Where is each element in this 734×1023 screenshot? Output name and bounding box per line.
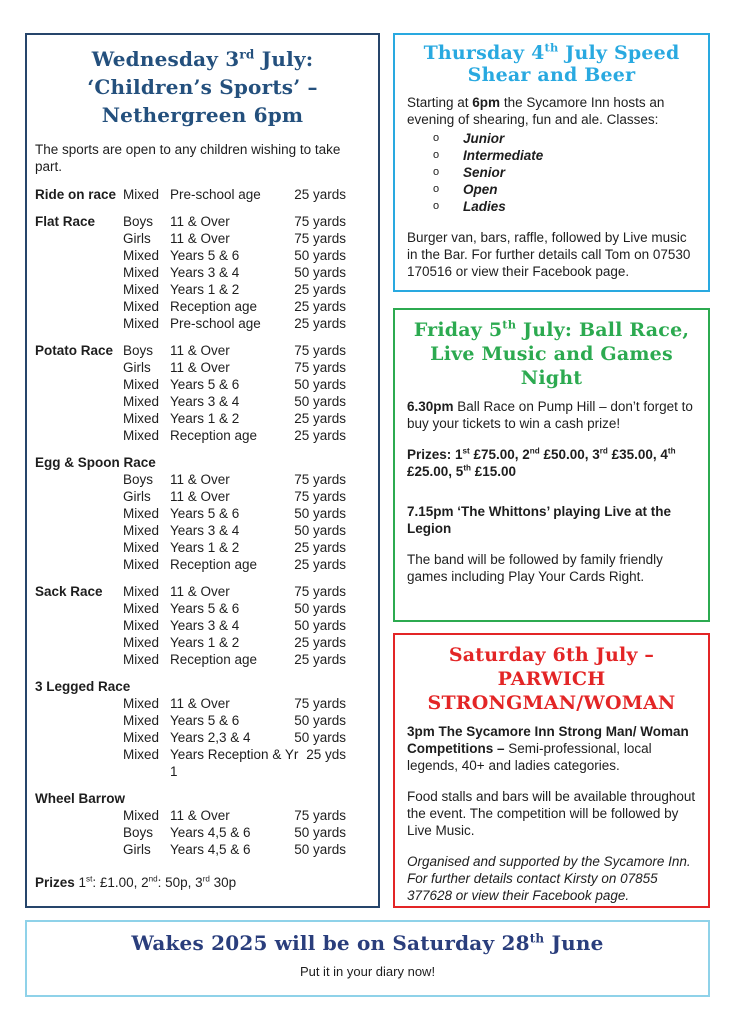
race-name-cell: [35, 427, 123, 444]
title-line: STRONGMAN/WOMAN: [427, 692, 676, 714]
distance-cell: 25 yards: [294, 635, 346, 650]
race-row: [35, 247, 346, 264]
race-row: [35, 359, 346, 376]
group-cell: Mixed: [123, 316, 160, 331]
group-cell: Mixed: [123, 428, 160, 443]
text-segment: 6.30pm: [407, 399, 454, 414]
text-segment: nd: [529, 446, 540, 456]
race-name-cell: [35, 281, 123, 298]
race-row: [35, 488, 346, 505]
race-row: [35, 634, 346, 651]
distance-cell: 75 yards: [294, 231, 346, 246]
distance-cell: 25 yards: [294, 652, 346, 667]
circle-bullet-icon: o: [433, 132, 440, 144]
distance-cell: 75 yards: [294, 360, 346, 375]
race-row: [35, 824, 346, 841]
strongman-organiser-line: Organised and supported by the Sycamore Inn. For further details contact Kirsty on 07855 377628 or view their Facebook page.: [407, 854, 691, 903]
event-card-strongman: [393, 633, 710, 908]
group-cell: Mixed: [123, 635, 160, 650]
age-cell: Years 3 & 4: [170, 618, 240, 633]
text-segment: 7.15pm ‘The Whittons’ playing Live at the Legion: [407, 504, 672, 536]
age-cell: Years 3 & 4: [170, 523, 240, 538]
race-row: [35, 186, 346, 203]
age-cell: Years 4,5 & 6: [170, 825, 251, 840]
age-cell: Years 1 & 2: [170, 540, 240, 555]
group-cell: Mixed: [123, 652, 160, 667]
distance-cell: 75 yards: [294, 808, 346, 823]
distance-cell: 75 yards: [294, 696, 346, 711]
text-segment: rd: [239, 47, 255, 62]
race-name-cell: [35, 556, 123, 573]
text-segment: Ball Race on Pump Hill – don’t forget to buy your tickets to win a cash prize!: [407, 399, 693, 431]
class-list-item: [433, 198, 696, 215]
distance-cell: 50 yards: [294, 523, 346, 538]
distance-cell: 25 yds: [306, 747, 346, 762]
group-cell: Mixed: [123, 557, 160, 572]
text-segment: 6pm: [472, 95, 501, 110]
race-name-cell: Flat Race: [35, 214, 96, 229]
race-name-cell: [35, 600, 123, 617]
text-segment: Starting at: [407, 95, 473, 110]
circle-bullet-icon: o: [433, 200, 440, 212]
text-segment: th: [502, 317, 517, 332]
distance-cell: 75 yards: [294, 489, 346, 504]
age-cell: Pre-school age: [170, 187, 261, 202]
group-cell: Mixed: [123, 506, 160, 521]
age-cell: 11 & Over: [170, 808, 230, 823]
age-cell: 11 & Over: [170, 472, 230, 487]
distance-cell: 50 yards: [294, 825, 346, 840]
ball-race-time: [407, 398, 696, 432]
race-row: [35, 230, 346, 247]
race-name-cell: [35, 522, 123, 539]
race-name-cell: [35, 488, 123, 505]
race-name-cell: Sack Race: [35, 584, 103, 599]
group-cell: Girls: [123, 842, 151, 857]
text-segment: : 50p, 3: [157, 875, 203, 890]
group-cell: Mixed: [123, 394, 160, 409]
race-section: [35, 583, 346, 668]
text-segment: £25.00, 5: [407, 464, 464, 479]
race-section: [35, 678, 346, 780]
age-cell: Years 1 & 2: [170, 282, 240, 297]
prizes-line: [35, 874, 370, 891]
race-name-cell: [35, 359, 123, 376]
race-name-cell: [35, 746, 123, 780]
age-cell: Years 1 & 2: [170, 635, 240, 650]
distance-cell: 50 yards: [294, 601, 346, 616]
age-cell: Years Reception & Yr 1: [170, 747, 299, 779]
race-name-cell: [35, 617, 123, 634]
race-name: Egg & Spoon Race: [35, 455, 156, 470]
text-segment: rd: [202, 874, 210, 884]
age-cell: 11 & Over: [170, 231, 230, 246]
text-segment: : £1.00, 2: [92, 875, 149, 890]
age-cell: Years 5 & 6: [170, 377, 240, 392]
text-segment: Thursday 4: [423, 42, 545, 64]
group-cell: Boys: [123, 214, 154, 229]
distance-cell: 50 yards: [294, 618, 346, 633]
class-list-item: [433, 147, 696, 164]
distance-cell: 75 yards: [294, 584, 346, 599]
text-segment: £75.00, 2: [469, 447, 530, 462]
age-cell: Reception age: [170, 299, 258, 314]
text-segment: June: [544, 931, 604, 955]
race-name-cell: [35, 807, 123, 824]
race-name-cell: [35, 393, 123, 410]
event-title-ball-race: [407, 318, 696, 390]
group-cell: Mixed: [123, 540, 160, 555]
group-cell: Mixed: [123, 411, 160, 426]
age-cell: Years 5 & 6: [170, 601, 240, 616]
speed-shear-intro: [407, 94, 696, 128]
age-cell: Years 4,5 & 6: [170, 842, 251, 857]
speed-shear-details: Burger van, bars, raffle, followed by Live music in the Bar. For further details call Tom on 07530 170516 or view their Facebook page.: [407, 230, 691, 279]
race-row: [35, 376, 346, 393]
race-name-cell: [35, 729, 123, 746]
games-line: The band will be followed by family friendly games including Play Your Cards Right.: [407, 552, 663, 584]
race-name-cell: [35, 824, 123, 841]
age-cell: Years 5 & 6: [170, 713, 240, 728]
distance-cell: 25 yards: [294, 299, 346, 314]
circle-bullet-icon: o: [433, 183, 440, 195]
text-segment: Wakes 2025 will be on Saturday 28: [131, 931, 530, 955]
group-cell: Mixed: [123, 248, 160, 263]
age-cell: 11 & Over: [170, 489, 230, 504]
age-cell: 11 & Over: [170, 343, 230, 358]
sports-intro-text: The sports are open to any children wishing to take part.: [35, 142, 341, 174]
race-name-cell: [35, 376, 123, 393]
distance-cell: 50 yards: [294, 248, 346, 263]
title-line: Saturday 6th July –: [448, 644, 655, 666]
race-name-cell: [35, 539, 123, 556]
race-row: [35, 315, 346, 332]
wakes-subtitle: Put it in your diary now!: [299, 964, 436, 979]
group-cell: Mixed: [123, 299, 160, 314]
event-card-speed-shear: [393, 33, 710, 292]
distance-cell: 50 yards: [294, 713, 346, 728]
event-title-strongman: [407, 643, 696, 715]
race-table: [35, 186, 370, 858]
group-cell: Boys: [123, 343, 154, 358]
race-name-cell: [35, 247, 123, 264]
race-row: [35, 342, 346, 359]
group-cell: Mixed: [123, 808, 160, 823]
distance-cell: 25 yards: [294, 428, 346, 443]
distance-cell: 25 yards: [294, 187, 346, 202]
event-card-childrens-sports: [25, 33, 380, 908]
distance-cell: 50 yards: [294, 394, 346, 409]
group-cell: Mixed: [123, 601, 160, 616]
race-section: [35, 186, 346, 203]
race-name-cell: [35, 264, 123, 281]
event-title-childrens-sports: [35, 45, 370, 129]
group-cell: Boys: [123, 472, 154, 487]
text-segment: rd: [599, 446, 608, 456]
age-cell: 11 & Over: [170, 696, 230, 711]
distance-cell: 50 yards: [294, 377, 346, 392]
text-segment: £50.00, 3: [539, 447, 600, 462]
text-segment: 3pm The Sycamore Inn Strong Man/ Woman Competitions –: [407, 724, 689, 756]
race-row: [35, 841, 346, 858]
group-cell: Mixed: [123, 696, 160, 711]
race-row: [35, 522, 346, 539]
text-segment: st: [462, 446, 470, 456]
age-cell: Years 1 & 2: [170, 411, 240, 426]
text-segment: £35.00, 4: [607, 447, 668, 462]
distance-cell: 50 yards: [294, 842, 346, 857]
distance-cell: 50 yards: [294, 730, 346, 745]
distance-cell: 50 yards: [294, 506, 346, 521]
strongman-food-line: Food stalls and bars will be available throughout the event. The competition will be followed by Live Music.: [407, 789, 696, 838]
distance-cell: 75 yards: [294, 343, 346, 358]
race-name-cell: Potato Race: [35, 343, 114, 358]
race-row: [35, 617, 346, 634]
age-cell: 11 & Over: [170, 360, 230, 375]
text-segment: July: ‘Children’s Sports’ – Nethergreen 6pm: [87, 47, 318, 127]
race-name-cell: [35, 471, 123, 488]
distance-cell: 25 yards: [294, 411, 346, 426]
race-name-cell: [35, 634, 123, 651]
race-name-cell: [35, 230, 123, 247]
text-segment: th: [667, 446, 676, 456]
ball-race-prizes: [407, 446, 696, 480]
text-segment: Semi-professional, local legends, 40+ and ladies categories.: [407, 741, 652, 773]
race-name-cell: Ride on race: [35, 187, 117, 202]
class-list-item: [433, 181, 696, 198]
text-segment: th: [544, 40, 559, 55]
age-cell: Reception age: [170, 557, 258, 572]
age-cell: Years 2,3 & 4: [170, 730, 251, 745]
text-segment: July: Ball Race, Live Music and Games Night: [430, 319, 690, 389]
group-cell: Mixed: [123, 187, 160, 202]
circle-bullet-icon: o: [433, 166, 440, 178]
race-name-cell: [35, 651, 123, 668]
race-row: [35, 729, 346, 746]
race-section: [35, 454, 346, 573]
wakes-banner: [25, 920, 710, 997]
text-segment: the Sycamore Inn hosts an evening of shearing, fun and ale. Classes:: [407, 95, 665, 127]
text-segment: Prizes: [35, 875, 79, 890]
group-cell: Mixed: [123, 377, 160, 392]
class-label: Intermediate: [463, 148, 544, 163]
group-cell: Girls: [123, 489, 151, 504]
race-section: [35, 213, 346, 332]
distance-cell: 25 yards: [294, 316, 346, 331]
race-row: [35, 556, 346, 573]
race-row: [35, 807, 346, 824]
race-row: [35, 471, 346, 488]
event-title-speed-shear: [407, 42, 696, 86]
text-segment: 30p: [209, 875, 237, 890]
race-row: [35, 695, 346, 712]
race-name-cell: [35, 841, 123, 858]
race-row: [35, 298, 346, 315]
age-cell: 11 & Over: [170, 584, 230, 599]
class-label: Open: [463, 182, 498, 197]
race-name-cell: [35, 410, 123, 427]
race-row: [35, 281, 346, 298]
text-segment: £15.00: [470, 464, 516, 479]
title-line: PARWICH: [497, 668, 606, 690]
text-segment: Friday 5: [413, 319, 503, 341]
race-row: [35, 505, 346, 522]
distance-cell: 25 yards: [294, 540, 346, 555]
distance-cell: 50 yards: [294, 265, 346, 280]
group-cell: Mixed: [123, 523, 160, 538]
group-cell: Mixed: [123, 282, 160, 297]
race-row: [35, 712, 346, 729]
text-segment: 1: [78, 875, 87, 890]
event-card-ball-race: [393, 308, 710, 622]
race-row: [35, 746, 346, 780]
age-cell: 11 & Over: [170, 214, 230, 229]
race-row: [35, 539, 346, 556]
race-row: [35, 651, 346, 668]
circle-bullet-icon: o: [433, 149, 440, 161]
distance-cell: 75 yards: [294, 214, 346, 229]
group-cell: Boys: [123, 825, 154, 840]
race-name-cell: [35, 712, 123, 729]
age-cell: Pre-school age: [170, 316, 261, 331]
age-cell: Reception age: [170, 652, 258, 667]
text-segment: th: [463, 463, 471, 473]
text-segment: nd: [148, 874, 158, 884]
race-section: [35, 342, 346, 444]
group-cell: Mixed: [123, 730, 160, 745]
group-cell: Mixed: [123, 584, 160, 599]
strongman-competition-line: [407, 723, 696, 774]
race-name-cell: [35, 505, 123, 522]
race-name-cell: [35, 315, 123, 332]
text-segment: Prizes: 1: [407, 447, 463, 462]
text-segment: Wednesday 3: [91, 47, 240, 71]
age-cell: Years 5 & 6: [170, 506, 240, 521]
distance-cell: 25 yards: [294, 557, 346, 572]
group-cell: Girls: [123, 231, 151, 246]
race-row: [35, 264, 346, 281]
age-cell: Reception age: [170, 428, 258, 443]
age-cell: Years 3 & 4: [170, 394, 240, 409]
shear-classes-list: [407, 130, 696, 215]
race-row: [35, 393, 346, 410]
text-segment: th: [529, 931, 545, 946]
race-row: [35, 427, 346, 444]
group-cell: Girls: [123, 360, 151, 375]
group-cell: Mixed: [123, 265, 160, 280]
race-name-cell: [35, 298, 123, 315]
race-section: [35, 790, 346, 858]
race-name: Wheel Barrow: [35, 791, 126, 806]
class-list-item: [433, 164, 696, 181]
race-name-cell: [35, 695, 123, 712]
distance-cell: 75 yards: [294, 472, 346, 487]
distance-cell: 25 yards: [294, 282, 346, 297]
class-label: Ladies: [463, 199, 506, 214]
class-list-item: [433, 130, 696, 147]
age-cell: Years 5 & 6: [170, 248, 240, 263]
race-row: [35, 600, 346, 617]
group-cell: Mixed: [123, 618, 160, 633]
group-cell: Mixed: [123, 713, 160, 728]
whittons-line: [407, 503, 696, 537]
wakes-title: [37, 931, 698, 955]
race-row: [35, 410, 346, 427]
race-row: [35, 213, 346, 230]
group-cell: Mixed: [123, 747, 160, 762]
text-segment: July Speed Shear and Beer: [467, 42, 680, 86]
text-segment: st: [86, 874, 93, 884]
class-label: Senior: [463, 165, 506, 180]
age-cell: Years 3 & 4: [170, 265, 240, 280]
race-name: 3 Legged Race: [35, 679, 131, 694]
race-row: [35, 583, 346, 600]
class-label: Junior: [463, 131, 505, 146]
